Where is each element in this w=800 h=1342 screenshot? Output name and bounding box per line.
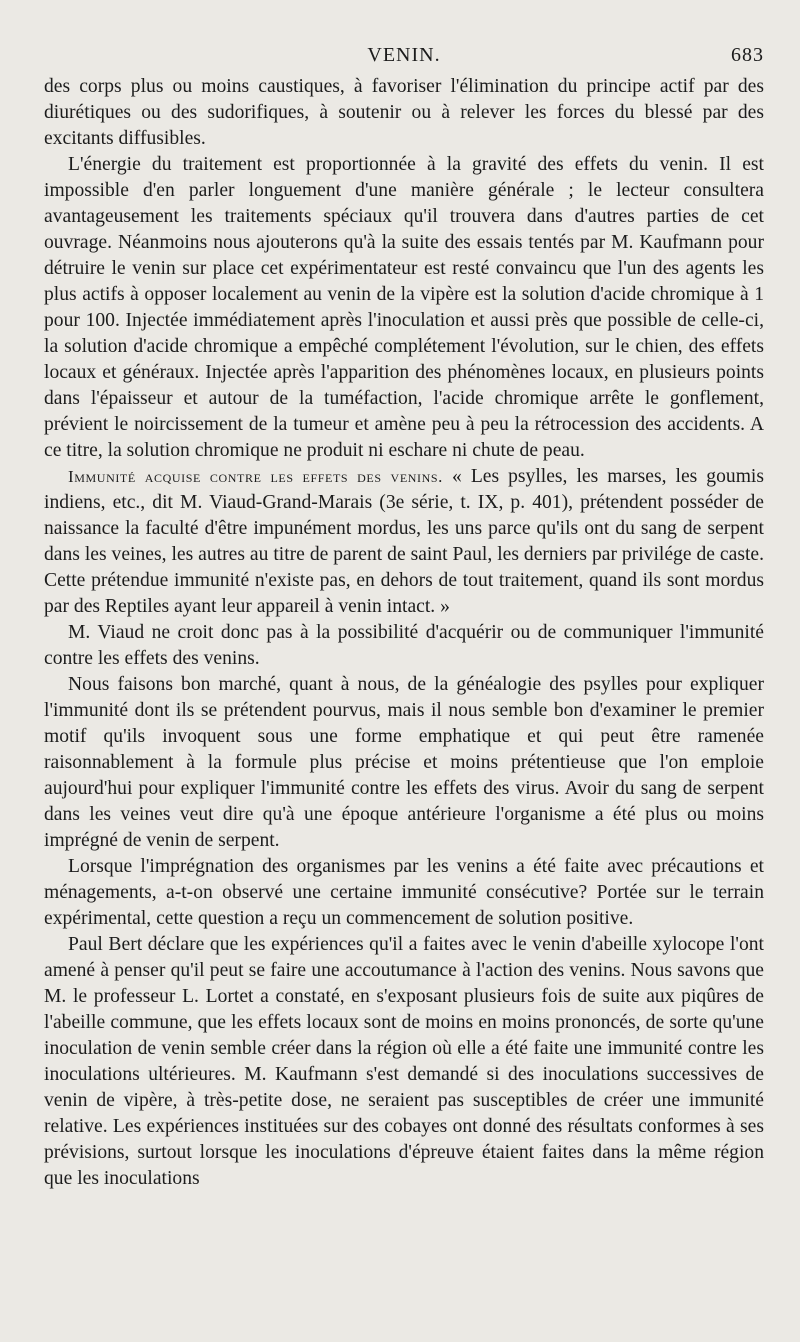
page-title: VENIN. [367,44,441,66]
paragraph: L'énergie du traitement est proportionnée à la gravité des effets du venin. Il est impossible d'en parler longuement d'une manière générale ; le lecteur consultera avantageusement les traitements spéciaux qu'il trouvera dans d'autres parties de cet ouvrage. Néanmoins nous ajouterons qu'à la suite des essais tentés par M. Kaufmann pour détruire le venin sur place cet expérimentateur est resté convaincu que l'un des agents les plus actifs à opposer localement au venin de la vipère est la solution d'acide chromique à 1 pour 100. Injectée immédiatement après l'inoculation et aussi près que possible de celle-ci, la solution d'acide chromique a empêché complétement l'évolution, sur le chien, des effets locaux et généraux. Injectée après l'apparition des phénomènes locaux, en plusieurs points dans l'épaisseur et autour de la tuméfaction, l'acide chromique arrête le gonflement, prévient le noircissement de la tumeur et amène peu à peu la rétrocession des accidents. A ce titre, la solution chromique ne produit ni eschare ni chute de peau. [44,154,764,461]
paragraph: des corps plus ou moins caustiques, à favoriser l'élimination du principe actif par des diurétiques ou des sudorifiques, à soutenir ou à relever les forces du blessé par des excitants diffusibles. [44,76,764,149]
paragraph: Paul Bert déclare que les expériences qu'il a faites avec le venin d'abeille xylocope l'ont amené à penser qu'il peut se faire une accoutumance à l'action des venins. Nous savons que M. le professeur L. Lortet a constaté, en s'exposant plusieurs fois de suite aux piqûres de l'abeille commune, que les effets locaux sont de moins en moins prononcés, de sorte qu'une inoculation de venin semble créer dans la région où elle a été faite une immunité contre les inoculations ultérieures. M. Kaufmann s'est demandé si des inoculations successives de venin de vipère, à très-petite dose, ne seraient pas susceptibles de créer une immunité relative. Les expériences instituées sur des cobayes ont donné des résultats conformes à ses prévisions, surtout lorsque les inoculations d'épreuve étaient faites dans la même région que les inoculations [44,934,764,1189]
paragraph-section [44,464,764,620]
page-number: 683 [731,44,764,66]
paragraph-text: « Les psylles, les marses, les goumis indiens, etc., dit M. Viaud-Grand-Marais (3e série, t. IX, p. 401), prétendent posséder de naissance la faculté d'être impunément mordus, les uns parce qu'ils ont du sang de serpent dans les veines, les autres au titre de parent de saint Paul, les derniers par privilége de caste. Cette prétendue immunité n'existe pas, en dehors de tout traitement, quand ils sont mordus par des Reptiles ayant leur appareil à venin intact. » [44,466,765,617]
section-heading: Immunité acquise contre les effets des venins. [68,467,443,486]
paragraph: M. Viaud ne croit donc pas à la possibilité d'acquérir ou de communiquer l'immunité contre les effets des venins. [44,622,764,669]
body-text [44,74,764,1192]
running-header [44,44,764,74]
paragraph: Nous faisons bon marché, quant à nous, de la généalogie des psylles pour expliquer l'immunité dont ils se prétendent pourvus, mais il nous semble bon d'examiner le premier motif qu'ils invoquent sous une forme emphatique et qui peut être ramenée raisonnablement à la formule plus précise et moins prétentieuse que l'on emploie aujourd'hui pour expliquer l'immunité contre les effets des virus. Avoir du sang de serpent dans les veines veut dire qu'à une époque antérieure l'organisme a été plus ou moins imprégné de venin de serpent. [44,674,764,851]
paragraph: Lorsque l'imprégnation des organismes par les venins a été faite avec précautions et ménagements, a-t-on observé une certaine immunité consécutive? Portée sur le terrain expérimental, cette question a reçu un commencement de solution positive. [44,856,764,929]
